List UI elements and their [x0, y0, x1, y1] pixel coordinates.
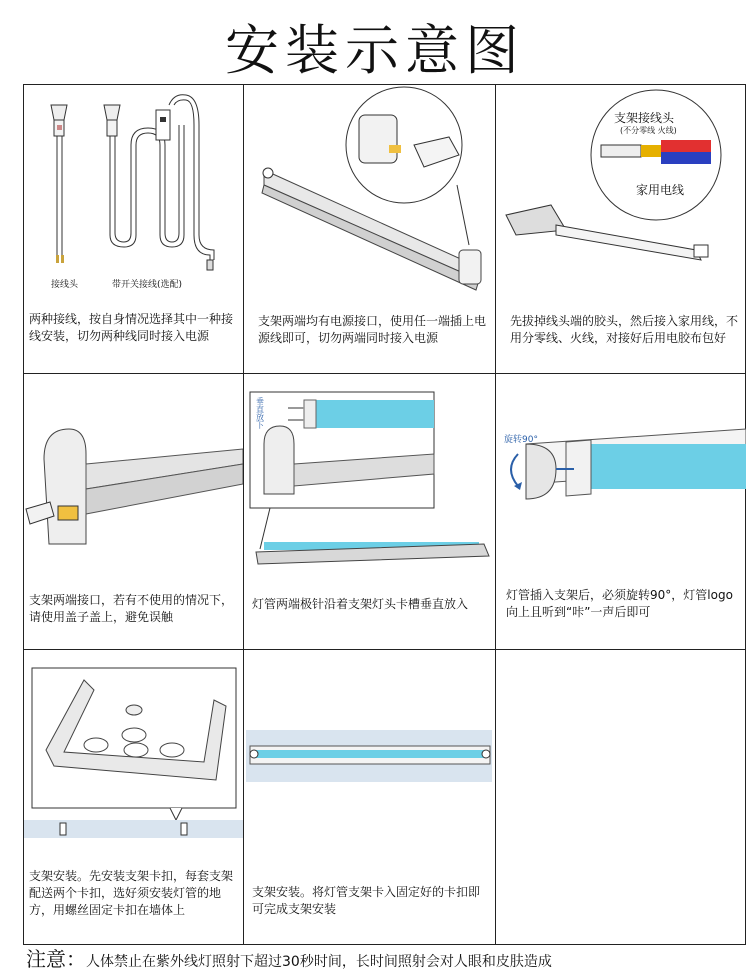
label-bracket-head: 支架接线头 — [614, 111, 675, 125]
installation-grid — [23, 84, 746, 945]
step-caption: 灯管两端极针沿着支架灯头卡槽垂直放入 — [252, 597, 469, 611]
warning-note — [26, 943, 746, 972]
page-title: 安装示意图 — [225, 19, 525, 82]
step-caption: 灯管插入支架后，必须旋转90°，灯管logo向上且听到“咔”一声后即可 — [506, 588, 733, 619]
port-cover-illustration — [24, 374, 243, 574]
bracket-illustration — [244, 85, 495, 295]
step-install-clip — [24, 650, 243, 944]
warning-lead: 注意： — [26, 947, 86, 971]
rotate-tube-illustration — [496, 374, 746, 574]
step-caption: 支架两端接口，若有不使用的情况下，请使用盖子盖上，避免误触 — [29, 593, 234, 624]
step-caption: 两种接线，按自身情况选择其中一种接线安装，切勿两种线同时接入电源 — [29, 312, 234, 343]
clip-illustration — [24, 650, 243, 850]
insert-tube-illustration — [244, 374, 495, 574]
label-rotate: 旋转90° — [504, 435, 538, 445]
step-bracket-power — [244, 85, 495, 373]
step-rotate-tube — [496, 374, 746, 649]
warning-text: 人体禁止在紫外线灯照射下超过30秒时间，长时间照射会对人眼和皮肤造成 — [86, 954, 552, 970]
label-household-wire: 家用电线 — [636, 183, 685, 197]
step-caption: 先拔掉线头端的胶头，然后接入家用线，不用分零线、火线，对接好后用电胶布包好 — [510, 314, 739, 345]
label-vertical-drop: 垂直放下 — [256, 397, 264, 430]
label-no-polarity: (不分零线 火线) — [620, 126, 677, 135]
step-insert-tube — [244, 374, 495, 649]
label-switch-cable: 带开关接线(选配) — [112, 280, 183, 290]
label-connector-head: 接线头 — [51, 280, 79, 290]
step-caption: 支架两端均有电源接口，使用任一端插上电源线即可，切勿两端同时接入电源 — [258, 314, 487, 345]
connector-illustration — [24, 85, 243, 285]
step-wiring-options — [24, 85, 243, 373]
empty-cell — [496, 650, 746, 944]
step-caption: 支架安装。先安装支架卡扣，每套支架配送两个卡扣，选好须安装灯管的地方，用螺丝固定卡扣在墙体上 — [29, 869, 234, 917]
step-wire-connection — [496, 85, 746, 373]
mounted-bracket-illustration — [244, 650, 495, 850]
step-mount-bracket — [244, 650, 495, 944]
step-cover-port — [24, 374, 243, 649]
step-caption: 支架安装。将灯管支架卡入固定好的卡扣即可完成支架安装 — [252, 885, 481, 916]
